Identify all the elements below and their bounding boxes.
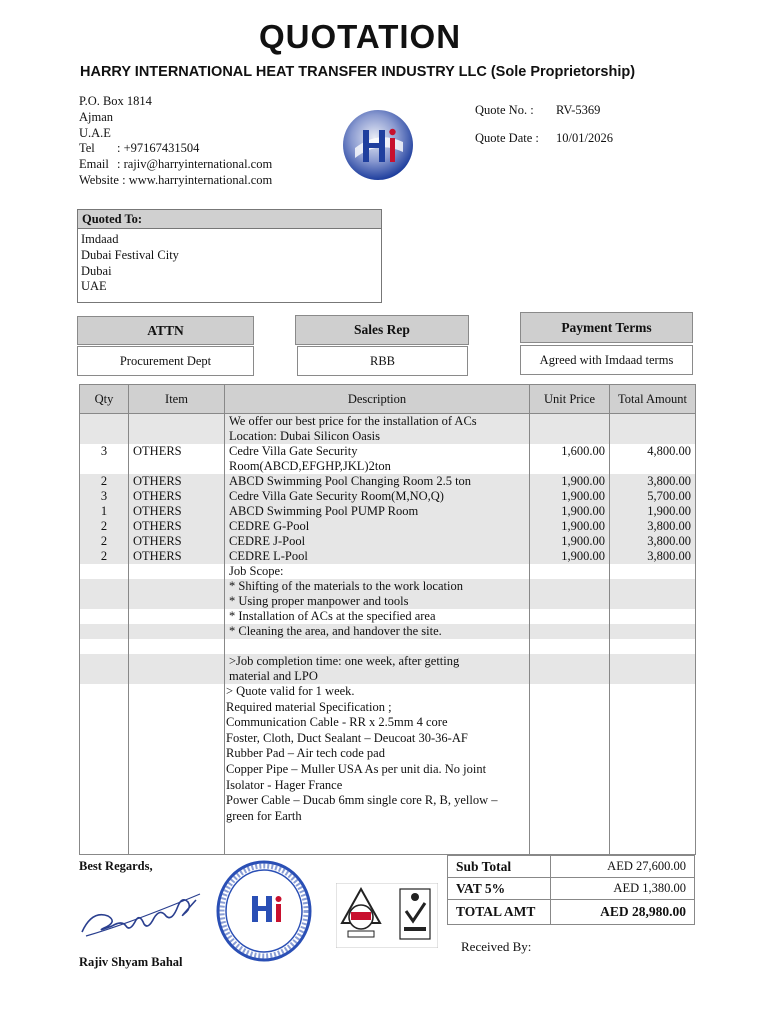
phone-value: : +97167431504 [117,141,200,156]
description-cell: * Using proper manpower and tools [225,594,530,609]
specification-line: Foster, Cloth, Duct Sealant – Deucoat 30-36-AF [226,730,468,745]
totals-table [447,855,695,925]
company-logo [341,108,415,182]
unit-price-cell [530,429,610,444]
quoted-to-line: Imdaad [81,232,119,246]
qty-cell [80,624,129,639]
qty-cell: 2 [80,549,129,564]
unit-price-cell: 1,900.00 [530,489,610,504]
quote-no-label: Quote No. : [475,103,534,117]
sales-rep-header: Sales Rep [295,315,469,345]
subtotal-label: Sub Total [448,856,551,878]
specification-line: Isolator - Hager France [226,777,343,792]
description-cell: * Shifting of the materials to the work location [225,579,530,594]
specification-line: > Quote valid for 1 week. [226,684,355,698]
item-cell [129,564,225,579]
vat-value: AED 1,380.00 [551,878,695,900]
email-line [79,157,272,173]
unit-price-cell: 1,900.00 [530,534,610,549]
qty-cell [80,669,129,684]
item-cell [129,624,225,639]
description-cell: Room(ABCD,EFGHP,JKL)2ton [225,459,530,474]
empty-cell [530,684,610,855]
unit-price-cell [530,414,610,430]
total-amount-cell [610,564,696,579]
document-title: QUOTATION [258,18,462,55]
item-cell [129,609,225,624]
unit-price-cell [530,609,610,624]
phone-label: Tel [79,141,95,156]
received-by-label: Received By: [461,939,532,954]
total-amount-cell [610,594,696,609]
table-row [80,459,696,474]
table-row [80,519,696,534]
table-row [80,639,696,654]
total-amount-cell: 1,900.00 [610,504,696,519]
item-cell: OTHERS [129,549,225,564]
qty-cell [80,429,129,444]
unit-price-cell: 1,600.00 [530,444,610,459]
qty-column-header: Qty [80,385,129,414]
item-column-header: Item [129,385,225,414]
item-cell [129,639,225,654]
total-amount-cell [610,609,696,624]
total-amount-cell: 5,700.00 [610,489,696,504]
address-line: U.A.E [79,125,111,140]
payment-terms-header: Payment Terms [520,312,693,343]
quoted-to-line: Dubai Festival City [81,247,179,262]
description-cell: We offer our best price for the installation of ACs [225,414,530,430]
quoted-to-heading: Quoted To: [78,210,381,229]
quoted-to-line: UAE [81,279,107,294]
item-cell: OTHERS [129,504,225,519]
qty-cell: 3 [80,489,129,504]
total-amount-cell: 3,800.00 [610,519,696,534]
total-amount-cell [610,669,696,684]
unit-price-cell: 1,900.00 [530,504,610,519]
subtotal-row [448,856,695,878]
unit-price-cell: 1,900.00 [530,549,610,564]
table-row [80,504,696,519]
specification-line: Rubber Pad – Air tech code pad [226,746,385,761]
empty-cell [610,684,696,855]
specification-line: Power Cable – Ducab 6mm single core R, B, yellow – [226,793,498,808]
phone-line [79,141,272,157]
unit-price-cell [530,669,610,684]
signature [78,880,206,942]
total-amount-cell: 3,800.00 [610,534,696,549]
table-row [80,594,696,609]
table-row [80,564,696,579]
quote-no-value: RV-5369 [556,103,601,117]
table-row [80,474,696,489]
description-cell: CEDRE J-Pool [225,534,530,549]
quotation-items-table [79,384,696,855]
attn-value: Procurement Dept [77,346,254,376]
email-label: Email [79,157,109,172]
description-cell: Cedre Villa Gate Security Room(M,NO,Q) [225,489,530,504]
total-amount-cell [610,579,696,594]
total-amount-cell [610,459,696,474]
unit-price-column-header: Unit Price [530,385,610,414]
subtotal-value: AED 27,600.00 [551,856,695,878]
website-line [79,173,272,189]
item-cell: OTHERS [129,444,225,459]
certification-logos [336,883,438,948]
description-cell: Location: Dubai Silicon Oasis [225,429,530,444]
empty-cell [129,684,225,855]
signer-name: Rajiv Shyam Bahal [79,955,183,969]
qty-cell [80,564,129,579]
item-cell: OTHERS [129,489,225,504]
specification-cell [225,684,530,855]
payment-terms-value: Agreed with Imdaad terms [520,345,693,375]
item-cell: OTHERS [129,474,225,489]
total-amount-cell [610,414,696,430]
total-row [448,900,695,925]
table-row [80,414,696,430]
description-cell: >Job completion time: one week, after getting [225,654,530,669]
table-row [80,429,696,444]
qty-cell: 2 [80,534,129,549]
unit-price-cell [530,654,610,669]
table-row [80,489,696,504]
table-row [80,444,696,459]
table-row [80,669,696,684]
qty-cell: 1 [80,504,129,519]
item-cell [129,594,225,609]
qty-cell: 2 [80,519,129,534]
qty-cell [80,609,129,624]
qty-cell [80,459,129,474]
specification-line: Required material Specification ; [226,699,392,714]
table-header-row [80,385,696,414]
description-cell: CEDRE L-Pool [225,549,530,564]
qty-cell [80,654,129,669]
item-cell [129,429,225,444]
table-row [80,579,696,594]
item-cell [129,579,225,594]
unit-price-cell [530,459,610,474]
unit-price-cell: 1,900.00 [530,519,610,534]
email-value: : rajiv@harryinternational.com [117,157,273,172]
vat-label: VAT 5% [448,878,551,900]
company-address [79,94,272,189]
specification-line: Communication Cable - RR x 2.5mm 4 core [226,715,448,730]
total-amount-cell [610,624,696,639]
qty-cell [80,594,129,609]
qty-cell [80,579,129,594]
quoted-to-line: Dubai [81,263,112,278]
description-column-header: Description [225,385,530,414]
total-amount-cell: 3,800.00 [610,549,696,564]
table-row [80,624,696,639]
specification-line: Copper Pipe – Muller USA As per unit dia. No joint [226,761,487,776]
total-amount-cell [610,429,696,444]
total-amount-column-header: Total Amount [610,385,696,414]
item-cell [129,459,225,474]
item-cell [129,654,225,669]
website-label: Website [79,172,119,187]
total-label: TOTAL AMT [448,900,551,925]
total-amount-cell: 3,800.00 [610,474,696,489]
description-cell: Cedre Villa Gate Security [225,444,530,459]
attn-header: ATTN [77,316,254,345]
description-cell: * Cleaning the area, and handover the site. [225,624,530,639]
item-cell [129,669,225,684]
table-row [80,609,696,624]
empty-cell [80,684,129,855]
table-row [80,534,696,549]
sales-rep-value: RBB [297,346,468,376]
specification-line: green for Earth [226,808,302,823]
company-stamp [216,860,312,962]
unit-price-cell: 1,900.00 [530,474,610,489]
table-row [80,654,696,669]
item-cell: OTHERS [129,534,225,549]
description-cell: Job Scope: [225,564,530,579]
description-cell: * Installation of ACs at the specified area [225,609,530,624]
unit-price-cell [530,639,610,654]
regards-text: Best Regards, [79,859,153,873]
quote-date-value: 10/01/2026 [556,131,613,145]
quote-date-label: Quote Date : [475,131,539,145]
item-cell [129,414,225,430]
unit-price-cell [530,579,610,594]
table-row [80,549,696,564]
qty-cell [80,414,129,430]
total-value: AED 28,980.00 [551,900,695,925]
company-name: HARRY INTERNATIONAL HEAT TRANSFER INDUSTRY LLC (Sole Proprietorship) [80,64,636,80]
description-cell [225,639,530,654]
specification-row [80,684,696,855]
qty-cell: 3 [80,444,129,459]
total-amount-cell: 4,800.00 [610,444,696,459]
total-amount-cell [610,639,696,654]
vat-row [448,878,695,900]
description-cell: ABCD Swimming Pool Changing Room 2.5 ton [225,474,530,489]
description-cell: CEDRE G-Pool [225,519,530,534]
address-line: Ajman [79,109,114,124]
description-cell: material and LPO [225,669,530,684]
unit-price-cell [530,564,610,579]
description-cell: ABCD Swimming Pool PUMP Room [225,504,530,519]
website-value: : www.harryinternational.com [122,172,273,187]
qty-cell [80,639,129,654]
qty-cell: 2 [80,474,129,489]
address-line: P.O. Box 1814 [79,94,152,108]
unit-price-cell [530,624,610,639]
total-amount-cell [610,654,696,669]
quoted-to-box [77,209,382,303]
item-cell: OTHERS [129,519,225,534]
unit-price-cell [530,594,610,609]
